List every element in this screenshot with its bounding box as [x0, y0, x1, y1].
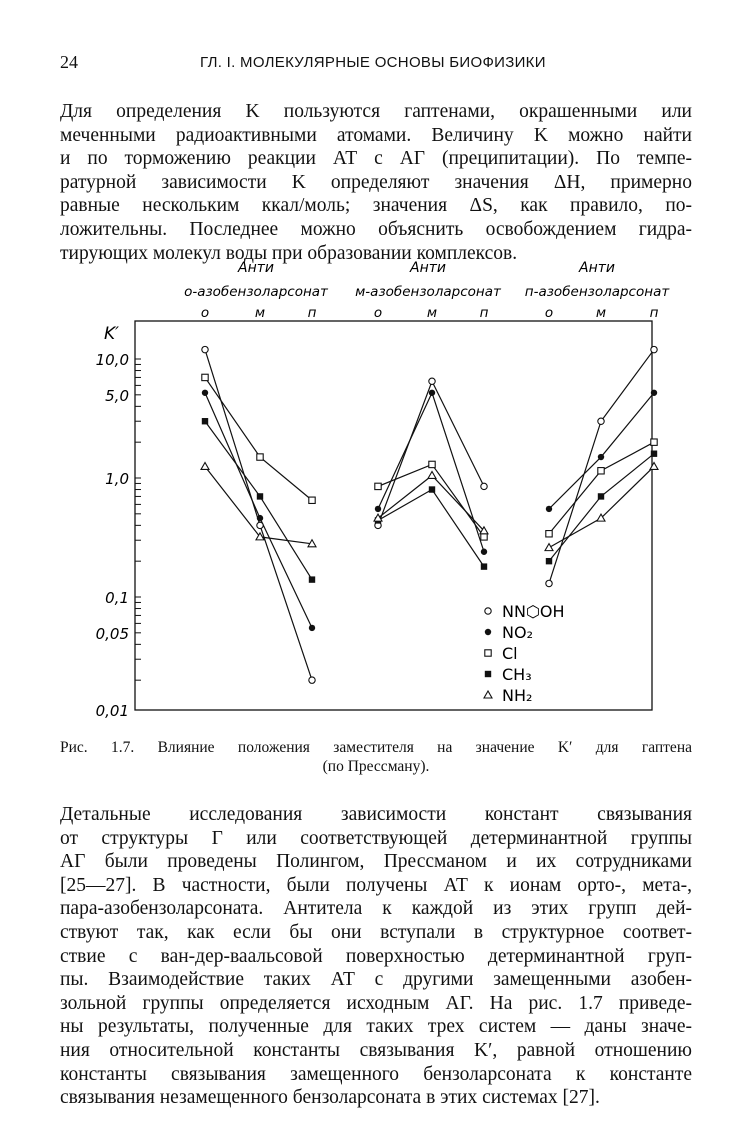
- category-label: м: [595, 305, 607, 321]
- point-filled-circle: [375, 506, 381, 512]
- category-label: о: [200, 305, 210, 321]
- text-line: [25—27]. В частности, были получены АТ к ионам орто-, мета-,: [60, 874, 692, 896]
- point-filled-square: [598, 493, 604, 499]
- point-filled-square: [257, 493, 263, 499]
- text-line: константы связывания замещенного бензоларсоната к константе: [60, 1063, 692, 1085]
- category-label: о: [544, 305, 554, 321]
- text-line: от структуры Г или соответствующей детерминантной группы: [60, 827, 692, 849]
- point-open-circle: [309, 677, 315, 683]
- y-tick-label: 5,0: [105, 386, 129, 405]
- y-axis-label: K′: [104, 324, 120, 344]
- text-line: ложительны. Последнее можно объяснить освобождением гидра-: [60, 218, 692, 240]
- point-open-triangle: [650, 462, 658, 469]
- legend-label: NH₂: [502, 686, 533, 705]
- text-line: пара-азобензоларсоната. Антитела к каждой из этих групп дей-: [60, 898, 692, 920]
- point-filled-circle: [485, 629, 491, 635]
- group-title-line1: Анти: [238, 260, 274, 276]
- point-filled-circle: [546, 506, 552, 512]
- k-prime-chart: [90, 258, 670, 728]
- point-open-triangle: [484, 691, 492, 698]
- text-line: связывания незамещенного бензоларсоната в этих системах [27].: [60, 1087, 600, 1109]
- legend-label: Cl: [502, 644, 518, 663]
- text-line: ствие с ван-дер-ваальсовой поверхностью детерминантной груп-: [60, 945, 692, 967]
- series-line: [378, 490, 484, 567]
- text-line: АГ были проведены Полингом, Прессманом и их сотрудниками: [60, 851, 692, 873]
- text-line: пы. Взаимодействие таких АТ с другими замещенными азобен-: [60, 969, 692, 991]
- point-filled-circle: [598, 454, 604, 460]
- paragraph-2: [60, 803, 692, 1110]
- y-tick-label: 0,05: [95, 624, 129, 643]
- point-open-circle: [257, 522, 263, 528]
- point-open-square: [485, 650, 491, 656]
- legend-label: CH₃: [502, 665, 532, 684]
- point-open-square: [429, 461, 435, 467]
- point-filled-square: [202, 418, 208, 424]
- point-filled-square: [309, 576, 315, 582]
- text-line: Для определения K пользуются гаптенами, окрашенными или: [60, 101, 692, 122]
- category-label: м: [426, 305, 438, 321]
- figure-caption: [60, 738, 692, 776]
- legend-label: NO₂: [502, 623, 533, 642]
- legend-label: NN⬡OH: [502, 602, 565, 621]
- point-open-circle: [651, 346, 657, 352]
- caption-line-1: Рис. 1.7. Влияние положения заместителя на значение K′ для гаптена: [60, 739, 692, 756]
- point-open-triangle: [545, 544, 553, 551]
- point-open-circle: [546, 580, 552, 586]
- series-line: [205, 466, 312, 543]
- point-open-square: [481, 534, 487, 540]
- point-filled-circle: [651, 390, 657, 396]
- point-open-square: [598, 468, 604, 474]
- point-open-square: [651, 439, 657, 445]
- y-tick-label: 0,01: [95, 702, 129, 720]
- y-tick-label: 1,0: [105, 470, 129, 488]
- category-label: п: [649, 305, 659, 321]
- category-label: п: [307, 305, 317, 321]
- category-label: м: [254, 305, 266, 321]
- point-open-circle: [485, 608, 491, 614]
- series-line: [205, 421, 312, 579]
- point-filled-circle: [429, 390, 435, 396]
- point-open-square: [257, 454, 263, 460]
- text-line: Детальные исследования зависимости констант связывания: [60, 804, 692, 825]
- group-title-line2: п-азобензоларсонат: [524, 284, 670, 300]
- caption-line-2: (по Прессману).: [322, 758, 430, 775]
- point-filled-circle: [481, 549, 487, 555]
- series-line: [205, 377, 312, 500]
- text-line: ны результаты, полученные для таких трех систем — даны значе-: [60, 1016, 692, 1038]
- plot-frame: [135, 321, 652, 710]
- point-open-triangle: [428, 471, 436, 478]
- text-line: ния относительной константы связывания K′, равной отношению: [60, 1039, 692, 1061]
- point-filled-square: [546, 558, 552, 564]
- point-open-circle: [481, 483, 487, 489]
- point-filled-circle: [257, 515, 263, 521]
- figure-1-7: [90, 258, 670, 728]
- point-filled-square: [485, 671, 491, 677]
- point-open-triangle: [201, 462, 209, 469]
- text-line: ствуют так, как если бы они вступали в структурное соответ-: [60, 921, 692, 943]
- running-title: ГЛ. I. МОЛЕКУЛЯРНЫЕ ОСНОВЫ БИОФИЗИКИ: [200, 54, 546, 71]
- text-line: меченными радиоактивными атомами. Величину K можно найти: [60, 124, 692, 146]
- point-open-circle: [429, 378, 435, 384]
- group-title-line2: о-азобензоларсонат: [184, 284, 328, 300]
- category-label: п: [479, 305, 489, 321]
- point-open-square: [309, 497, 315, 503]
- point-filled-circle: [309, 625, 315, 631]
- group-title-line1: Анти: [410, 260, 446, 276]
- y-tick-label: 0,1: [105, 589, 129, 607]
- point-filled-square: [429, 486, 435, 492]
- text-line: ратурной зависимости K определяют значения ΔH, примерно: [60, 171, 692, 193]
- paragraph-1: [60, 100, 692, 265]
- page-header: [60, 52, 690, 76]
- text-line: равные нескольким ккал/моль; значения ΔS, как правило, по-: [60, 195, 692, 217]
- point-filled-square: [651, 451, 657, 457]
- page-number: 24: [60, 52, 78, 72]
- point-open-circle: [202, 346, 208, 352]
- group-title-line1: Анти: [579, 260, 615, 276]
- point-open-square: [202, 374, 208, 380]
- text-line: зольной группы определяется исходным АГ. На рис. 1.7 приведе-: [60, 992, 692, 1014]
- point-open-circle: [598, 418, 604, 424]
- point-filled-square: [481, 563, 487, 569]
- y-tick-label: 10,0: [95, 351, 129, 369]
- point-filled-circle: [202, 390, 208, 396]
- text-line: и по торможению реакции АТ с АГ (преципитации). По темпе-: [60, 148, 692, 170]
- group-title-line2: м-азобензоларсонат: [355, 284, 501, 300]
- text-line: тирующих молекул воды при образовании комплексов.: [60, 242, 518, 264]
- point-open-square: [375, 483, 381, 489]
- series-line: [205, 393, 312, 628]
- category-label: о: [373, 305, 383, 321]
- point-open-square: [546, 531, 552, 537]
